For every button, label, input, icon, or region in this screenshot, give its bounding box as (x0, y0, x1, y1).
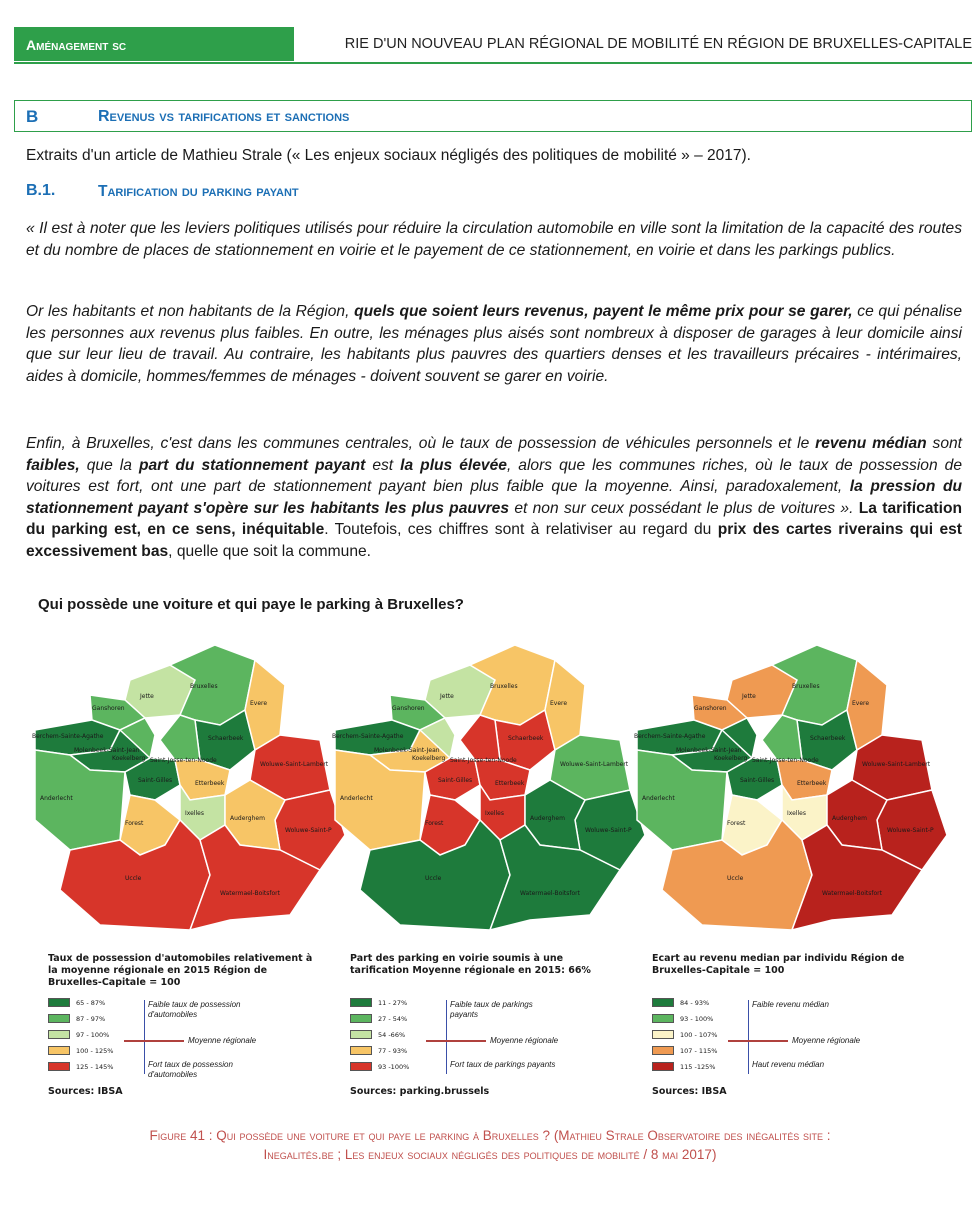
commune-label: Saint-Josse-ten-Noode (450, 757, 517, 764)
commune-label: Schaerbeek (508, 735, 544, 742)
p3-bold-b: revenu médian (815, 435, 927, 452)
legend-note-low: Faible taux de possession d'automobiles (148, 1000, 241, 1019)
commune-label: Saint-Josse-ten-Noode (150, 757, 217, 764)
commune-label: Saint-Gilles (740, 777, 775, 784)
commune-label: Forest (727, 820, 746, 827)
figure-caption (30, 1126, 950, 1164)
commune-label: Berchem-Sainte-Agathe (32, 733, 104, 740)
legend-class-label: 100 - 125% (76, 1047, 114, 1055)
commune-label: Uccle (125, 875, 142, 882)
legend-swatch (48, 1062, 70, 1071)
commune-label: Saint-Gilles (138, 777, 173, 784)
section-letter: B (26, 107, 39, 126)
legend-arrow-axis (748, 1000, 749, 1074)
legend-note-average: Moyenne régionale (792, 1036, 861, 1045)
legend-source: Sources: IBSA (652, 1086, 727, 1097)
paragraph-2-text: Or les habitants et non habitants de la Région, (26, 303, 355, 320)
legend-class-label: 87 - 97% (76, 1015, 106, 1023)
p3-bold-j: la pression du stationnement payant s'opère sur les habitants les plus pauvres (26, 478, 963, 517)
commune-label: Woluwe-Saint-Lambert (560, 761, 629, 768)
legend-class-label: 11 - 27% (378, 999, 408, 1007)
commune-label: Woluwe-Saint-P (585, 827, 632, 834)
legend-class-label: 100 - 107% (680, 1031, 718, 1039)
commune-label: Forest (425, 820, 444, 827)
legend-note-average: Moyenne régionale (490, 1036, 559, 1045)
p3-text-a: Enfin, à Bruxelles, c'est dans les communes centrales, où le taux de possession de véhicules personnels et le (26, 435, 816, 452)
legend-note-low: Faible revenu médian (752, 1000, 829, 1009)
commune-label: Molenbeek-Saint-Jean (74, 747, 140, 754)
subsection-number: B.1. (26, 182, 56, 199)
section-title: Revenus vs tarifications et sanctions (98, 108, 350, 125)
commune-label: Ixelles (485, 810, 504, 817)
p3-bold-d: faibles, (26, 456, 80, 474)
p3-text-k: et non sur ceux possédant le plus de voitures ». (509, 499, 854, 517)
legend-average-line (426, 1040, 486, 1042)
commune-label: Jette (742, 693, 756, 700)
commune-label: Ganshoren (392, 705, 425, 712)
commune-label: Ganshoren (694, 705, 727, 712)
commune-area (160, 715, 200, 760)
legend-class-label: 93 -100% (378, 1063, 410, 1071)
legend-note-high: Fort taux de possession d'automobiles (148, 1060, 233, 1079)
commune-label: Etterbeek (495, 780, 525, 787)
commune-label: Koekelberg (412, 755, 446, 762)
paid-parking-map (330, 640, 650, 940)
legend-swatch (350, 1046, 372, 1055)
p3-bold-h: la plus élevée (400, 456, 507, 474)
commune-label: Auderghem (530, 815, 565, 822)
legend-swatch (350, 998, 372, 1007)
legend-class-label: 125 - 145% (76, 1063, 114, 1071)
paragraph-1 (26, 218, 962, 261)
commune-label: Watermael-Boitsfort (220, 890, 280, 897)
commune-label: Forest (125, 820, 144, 827)
commune-label: Schaerbeek (208, 735, 244, 742)
commune-label: Woluwe-Saint-Lambert (260, 761, 329, 768)
commune-label: Bruxelles (190, 683, 218, 690)
legend-swatch (652, 1046, 674, 1055)
commune-label: Evere (250, 700, 268, 707)
legend-swatch (652, 1014, 674, 1023)
legend-class-label: 93 - 100% (680, 1015, 714, 1023)
legend-swatch (350, 1014, 372, 1023)
p3-bold-n: prix des cartes riverains qui est excessivement bas (26, 521, 962, 560)
paragraph-1-text: « Il est à noter que les leviers politiques utilisés pour réduire la circulation automobile en ville sont la limitation de la capacité des routes et du nombre de places de stationnement en voirie et le payement de ce stationnement, en voirie et dans les parkings publics. (26, 220, 962, 259)
commune-label: Schaerbeek (810, 735, 846, 742)
header-section-tag: Aménagement sc (14, 27, 294, 61)
legend-class-label: 107 - 115% (680, 1047, 718, 1055)
car-ownership-map (30, 640, 350, 940)
commune-label: Saint-Josse-ten-Noode (752, 757, 819, 764)
paragraph-2-text-end: ce qui pénalise les personnes aux revenus plus faibles. En outre, les ménages plus aisés sont nombreux à disposer de garages à leur domicile ainsi que sur leur lieu de travail. Au contraire, les habitants plus pauvres des quartiers denses et les travailleurs précaires - intérimaires, aides à domicile, hommes/femmes de ménages - doivent souvent se garer en voirie. (26, 303, 962, 385)
legend-class-label: 27 - 54% (378, 1015, 408, 1023)
figure-caption-line-1: Figure 41 : Qui possède une voiture et qui paye le parking à Bruxelles ? (Mathieu Strale Observatoire des inégalités site : (149, 1128, 831, 1143)
commune-label: Watermael-Boitsfort (520, 890, 580, 897)
legend-average-line (728, 1040, 788, 1042)
commune-label: Uccle (727, 875, 744, 882)
figure-title: Qui possède une voiture et qui paye le parking à Bruxelles? (38, 596, 464, 613)
p3-bold-f: part du stationnement payant (138, 456, 366, 474)
legend-class-label: 84 - 93% (680, 999, 710, 1007)
commune-label: Auderghem (832, 815, 867, 822)
p3-text-g: est (365, 456, 401, 474)
legend-swatch (350, 1030, 372, 1039)
legend-class-label: 65 - 87% (76, 999, 106, 1007)
legend-note-high: Fort taux de parkings payants (450, 1060, 556, 1069)
legend-note-low: Faible taux de parkings payants (450, 1000, 533, 1019)
legend-swatch (652, 1030, 674, 1039)
legend-swatch (48, 1014, 70, 1023)
legend-swatch (48, 998, 70, 1007)
commune-label: Anderlecht (340, 795, 373, 802)
income-map (632, 640, 952, 940)
commune-label: Woluwe-Saint-Lambert (862, 761, 931, 768)
legend-class-label: 97 - 100% (76, 1031, 110, 1039)
legend-note-high: Haut revenu médian (752, 1060, 825, 1069)
paragraph-2-emphasis: quels que soient leurs revenus, payent le même prix pour se garer, (354, 303, 853, 320)
legend-swatch (652, 1062, 674, 1071)
legend-arrow-axis (446, 1000, 447, 1074)
commune-label: Anderlecht (642, 795, 675, 802)
commune-label: Berchem-Sainte-Agathe (332, 733, 404, 740)
commune-label: Evere (550, 700, 568, 707)
p3-text-c: sont (926, 435, 963, 452)
legend-swatch (48, 1046, 70, 1055)
intro-text: Extraits d'un article de Mathieu Strale (« Les enjeux sociaux négligés des politiques de mobilité » – 2017). (26, 147, 751, 164)
p3-text-o: , quelle que soit la commune. (168, 542, 372, 560)
header-rule (14, 62, 972, 64)
legend-class-label: 54 -66% (378, 1031, 406, 1039)
commune-label: Koekelberg (714, 755, 748, 762)
commune-label: Evere (852, 700, 870, 707)
legend-swatch (350, 1062, 372, 1071)
commune-area (460, 715, 500, 760)
commune-label: Auderghem (230, 815, 265, 822)
commune-label: Ixelles (787, 810, 806, 817)
legend-note-average: Moyenne régionale (188, 1036, 257, 1045)
legend-title: Ecart au revenu median par individu Région de Bruxelles-Capitale = 100 (652, 953, 905, 976)
legend-title: Taux de possession d'automobiles relativement à la moyenne régionale en 2015 Région de Bruxelles-Capitale = 100 (48, 953, 313, 988)
legend-average-line (124, 1040, 184, 1042)
commune-label: Ixelles (185, 810, 204, 817)
legend-swatch (652, 998, 674, 1007)
commune-label: Woluwe-Saint-P (285, 827, 332, 834)
paragraph-3 (26, 433, 962, 562)
commune-label: Molenbeek-Saint-Jean (676, 747, 742, 754)
legend-class-label: 77 - 93% (378, 1047, 408, 1055)
paragraph-2 (26, 301, 962, 387)
commune-label: Etterbeek (797, 780, 827, 787)
commune-label: Jette (440, 693, 454, 700)
commune-label: Jette (140, 693, 154, 700)
subsection-title: Tarification du parking payant (98, 183, 299, 200)
p3-text-i: , alors que les communes riches, où le taux de possession de voitures est fort, ont une part de stationnement payant bien plus faible que la moyenne. Ainsi, paradoxalement, (26, 456, 963, 495)
header-document-title: RIE D'UN NOUVEAU PLAN RÉGIONAL DE MOBILITÉ EN RÉGION DE BRUXELLES-CAPITALE (344, 36, 972, 52)
commune-label: Molenbeek-Saint-Jean (374, 747, 440, 754)
legend-arrow-axis (144, 1000, 145, 1074)
legend-title: Part des parking en voirie soumis à une tarification Moyenne régionale en 2015: 66% (350, 953, 591, 976)
figure-caption-line-2: Inegalités.be ; Les enjeux sociaux négligés des politiques de mobilité / 8 mai 2017) (263, 1147, 717, 1162)
p3-text-e: que la (79, 456, 139, 474)
commune-label: Etterbeek (195, 780, 225, 787)
p3-bold-l: La tarification du parking est, en ce sens, inéquitable (26, 499, 962, 538)
commune-label: Bruxelles (490, 683, 518, 690)
legend-source: Sources: IBSA (48, 1086, 123, 1097)
commune-label: Saint-Gilles (438, 777, 473, 784)
commune-label: Koekelberg (112, 755, 146, 762)
legend-source: Sources: parking.brussels (350, 1086, 490, 1097)
commune-label: Watermael-Boitsfort (822, 890, 882, 897)
commune-label: Bruxelles (792, 683, 820, 690)
commune-label: Uccle (425, 875, 442, 882)
commune-area (762, 715, 802, 760)
legend-class-label: 115 -125% (680, 1063, 716, 1071)
commune-label: Ganshoren (92, 705, 125, 712)
commune-label: Woluwe-Saint-P (887, 827, 934, 834)
commune-label: Berchem-Sainte-Agathe (634, 733, 706, 740)
commune-label: Anderlecht (40, 795, 73, 802)
legend-swatch (48, 1030, 70, 1039)
p3-text-m: . Toutefois, ces chiffres sont à relativiser au regard du (324, 521, 718, 538)
